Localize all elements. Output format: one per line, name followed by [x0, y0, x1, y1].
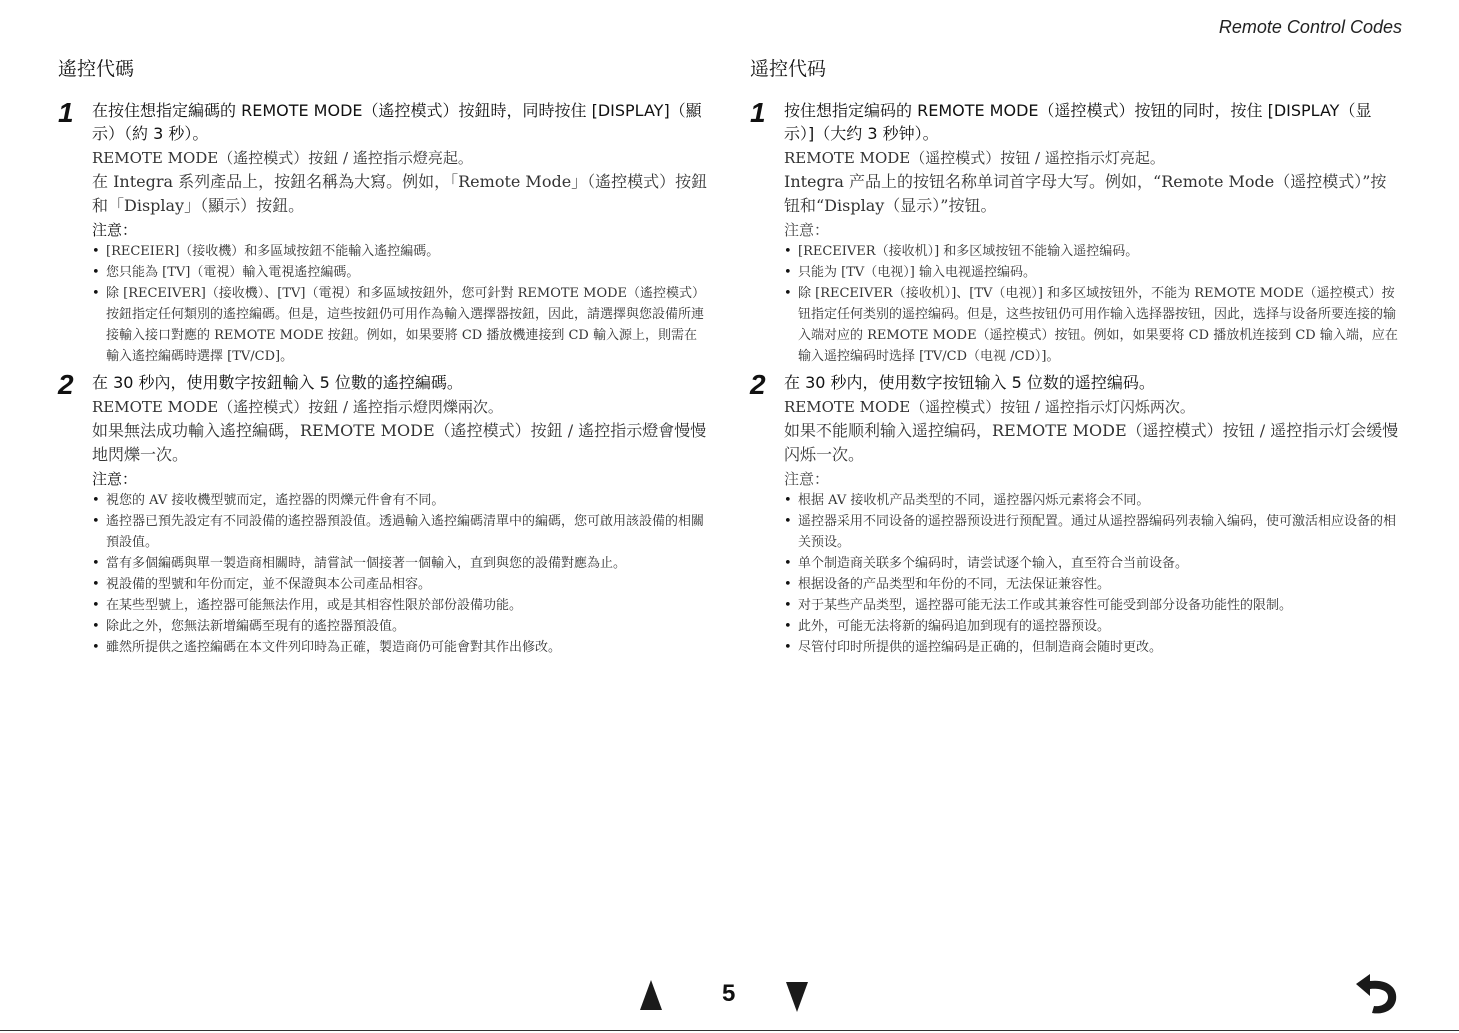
page-navigation	[640, 976, 820, 1016]
step-paragraph: 如果不能顺利输入遥控编码，REMOTE MODE（遥控模式）按钮 / 遥控指示灯会缓慢闪烁一次。	[784, 421, 1399, 464]
step-number: 1	[58, 97, 74, 128]
step-2	[58, 371, 708, 658]
note-label: 注意：	[784, 221, 830, 239]
step-number: 1	[750, 97, 766, 128]
note-item: • 雖然所提供之遙控編碼在本文件列印時為正確，製造商仍可能會對其作出修改。	[92, 637, 708, 658]
step-heading: 在按住想指定編碼的 REMOTE MODE（遙控模式）按鈕時，同時按住 [DISPLAY]（顯示）（約 3 秒）。	[92, 101, 702, 143]
step-paragraph: 如果無法成功輸入遙控編碼，REMOTE MODE（遙控模式）按鈕 / 遙控指示燈會慢慢地閃爍一次。	[92, 421, 707, 464]
note-item: • 根据设备的产品类型和年份的不同，无法保证兼容性。	[784, 574, 1400, 595]
previous-page-icon[interactable]	[640, 980, 662, 1014]
step-1	[750, 99, 1400, 367]
note-item: • [RECEIER]（接收機）和多區域按鈕不能輸入遙控編碼。	[92, 241, 708, 262]
traditional-chinese-column	[58, 54, 708, 662]
note-item: • 除 [RECEIVER（接收机）]、[TV（电视）] 和多区域按钮外，不能为 REMOTE MODE（遥控模式）按钮指定任何类别的遥控编码。但是，这些按钮仍可用作输入选择器按钮，因此，选择与设备所要连接的输入端对应的 REMOTE MODE（遥控模式）按钮。例如，如果要将 CD 播放机连接到 CD 输入端，应在输入遥控编码时选择 [TV/CD（电视 /CD）]。	[784, 283, 1400, 367]
note-item: • 除 [RECEIVER]（接收機）、[TV]（電視）和多區域按鈕外，您可針對 REMOTE MODE（遙控模式）按鈕指定任何類別的遙控編碼。但是，這些按鈕仍可用作為輸入選擇器按鈕，因此，請選擇與您設備所連接輸入接口對應的 REMOTE MODE 按鈕。例如，如果要將 CD 播放機連接到 CD 輸入源上，則需在輸入遙控編碼時選擇 [TV/CD]。	[92, 283, 708, 367]
section-title: 遙控代碼	[58, 58, 135, 80]
note-label: 注意：	[92, 221, 138, 239]
section-title: 遥控代码	[750, 58, 827, 80]
note-item: • [RECEIVER（接收机）] 和多区域按钮不能输入遥控编码。	[784, 241, 1400, 262]
note-item: • 視設備的型號和年份而定，並不保證與本公司產品相容。	[92, 574, 708, 595]
simplified-chinese-column	[750, 54, 1400, 662]
note-item: • 視您的 AV 接收機型號而定，遙控器的閃爍元件會有不同。	[92, 490, 708, 511]
note-item: • 在某些型號上，遙控器可能無法作用，或是其相容性限於部份設備功能。	[92, 595, 708, 616]
next-page-icon[interactable]	[786, 982, 808, 1016]
note-item: • 单个制造商关联多个编码时，请尝试逐个输入，直至符合当前设备。	[784, 553, 1400, 574]
note-item: • 对于某些产品类型，遥控器可能无法工作或其兼容性可能受到部分设备功能性的限制。	[784, 595, 1400, 616]
note-item: • 當有多個編碼與單一製造商相關時，請嘗試一個接著一個輸入，直到與您的設備對應為止。	[92, 553, 708, 574]
note-list	[92, 241, 708, 367]
note-item: • 尽管付印时所提供的遥控编码是正确的，但制造商会随时更改。	[784, 637, 1400, 658]
step-paragraph: REMOTE MODE（遥控模式）按钮 / 遥控指示灯闪烁两次。	[784, 398, 1195, 416]
page-header-title: Remote Control Codes	[1218, 17, 1402, 37]
note-label: 注意：	[92, 470, 138, 488]
step-paragraph: Integra 产品上的按钮名称单词首字母大写。例如，“Remote Mode（遥控模式）”按钮和“Display（显示）”按钮。	[784, 172, 1387, 215]
note-list	[784, 490, 1400, 658]
note-item: • 遥控器采用不同设备的遥控器预设进行预配置。通过从遥控器编码列表输入编码，使可激活相应设备的相关预设。	[784, 511, 1400, 553]
step-paragraph: REMOTE MODE（遥控模式）按钮 / 遥控指示灯亮起。	[784, 149, 1165, 167]
note-item: • 只能为 [TV（电视）] 输入电视遥控编码。	[784, 262, 1400, 283]
note-item: • 此外，可能无法将新的编码追加到现有的遥控器预设。	[784, 616, 1400, 637]
step-paragraph: REMOTE MODE（遙控模式）按鈕 / 遙控指示燈閃爍兩次。	[92, 398, 503, 416]
note-item: • 您只能為 [TV]（電視）輸入電視遙控編碼。	[92, 262, 708, 283]
back-arrow-icon[interactable]	[1346, 970, 1402, 1020]
step-paragraph: 在 Integra 系列產品上，按鈕名稱為大寫。例如，「Remote Mode」（遙控模式）按鈕和「Display」（顯示）按鈕。	[92, 172, 708, 215]
step-heading: 在 30 秒內，使用數字按鈕輸入 5 位數的遙控編碼。	[92, 373, 463, 392]
step-number: 2	[58, 369, 74, 400]
step-heading: 在 30 秒内，使用数字按钮输入 5 位数的遥控编码。	[784, 373, 1155, 392]
note-item: • 根据 AV 接收机产品类型的不同，遥控器闪烁元素将会不同。	[784, 490, 1400, 511]
note-item: • 除此之外，您無法新增編碼至現有的遙控器預設值。	[92, 616, 708, 637]
note-item: • 遙控器已預先設定有不同設備的遙控器預設值。透過輸入遙控編碼清單中的編碼，您可啟用該設備的相關預設值。	[92, 511, 708, 553]
note-label: 注意：	[784, 470, 830, 488]
bottom-divider	[0, 1030, 1459, 1031]
step-paragraph: REMOTE MODE（遙控模式）按鈕 / 遙控指示燈亮起。	[92, 149, 473, 167]
step-number: 2	[750, 369, 766, 400]
step-heading: 按住想指定编码的 REMOTE MODE（遥控模式）按钮的同时，按住 [DISPLAY（显示）]（大约 3 秒钟）。	[784, 101, 1372, 143]
step-2	[750, 371, 1400, 658]
note-list	[784, 241, 1400, 367]
note-list	[92, 490, 708, 658]
page-number: 5	[722, 980, 736, 1007]
step-1	[58, 99, 708, 367]
